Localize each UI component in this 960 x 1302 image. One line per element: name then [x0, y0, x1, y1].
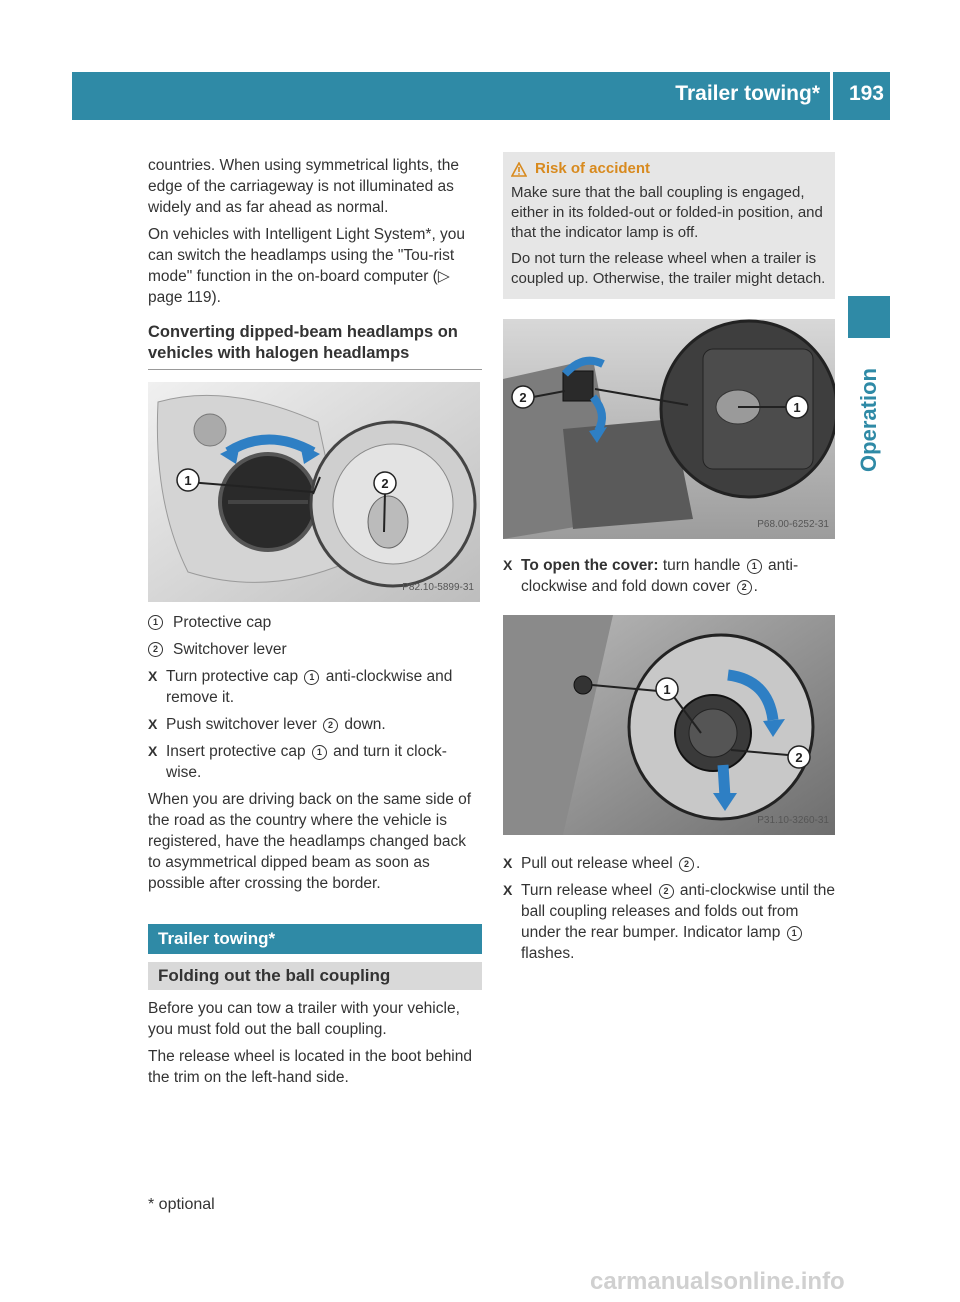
- right-column: [503, 152, 835, 970]
- instruction-step: X Turn release wheel 2 anti-clockwise until the ball coupling releases and folds out from under the rear bumper. Indicator lamp 1 flashes.: [503, 882, 835, 962]
- paragraph: On vehicles with Intelligent Light System*, you can switch the headlamps using the "Tou-rist mode" function in the on-board computer (▷ page 119).: [148, 226, 466, 306]
- watermark: carmanualsonline.info: [590, 1268, 845, 1295]
- step-arrow-icon: X: [148, 716, 158, 732]
- svg-text:2: 2: [795, 750, 803, 765]
- warning-title: Risk of accident: [535, 160, 651, 177]
- subsection-heading: Folding out the ball coupling: [148, 962, 482, 990]
- instruction-step: X Pull out release wheel 2 .: [503, 855, 701, 872]
- svg-text:2: 2: [519, 390, 527, 405]
- header-divider: [830, 72, 833, 120]
- svg-text:1: 1: [663, 682, 671, 697]
- headlamp-illustration: [148, 382, 480, 602]
- number-badge: 2: [148, 642, 163, 657]
- release-wheel-illustration: [503, 615, 835, 835]
- release-wheel-figure: [503, 615, 835, 835]
- number-badge: 2: [679, 857, 694, 872]
- warning-box: [503, 152, 835, 299]
- side-tab-marker: [848, 296, 890, 338]
- number-badge: 1: [304, 670, 319, 685]
- header-title: Trailer towing*: [675, 82, 820, 105]
- number-badge: 1: [312, 745, 327, 760]
- section-heading: Trailer towing*: [148, 924, 482, 954]
- number-badge: 2: [659, 884, 674, 899]
- legend-item: [148, 639, 482, 660]
- number-badge: 1: [148, 615, 163, 630]
- headlamp-figure: [148, 382, 480, 602]
- footnote: * optional: [148, 1196, 215, 1213]
- figure-code: P68.00-6252-31: [757, 519, 829, 530]
- legend-text: Protective cap: [173, 614, 272, 631]
- paragraph: countries. When using symmetrical lights, the edge of the carriageway is not illuminated as widely and as far ahead as normal.: [148, 157, 459, 216]
- paragraph: When you are driving back on the same side of the road as the country where the vehicle is registered, have the headlamps changed back to asymmetrical dipped beam as soon as possible after crossing the border.: [148, 791, 472, 892]
- step-arrow-icon: X: [148, 668, 158, 684]
- paragraph: The release wheel is located in the boot behind the trim on the left-hand side.: [148, 1048, 472, 1086]
- svg-text:1: 1: [184, 473, 192, 488]
- boot-cover-figure: [503, 319, 835, 539]
- number-badge: 2: [323, 718, 338, 733]
- side-tab-label: Operation: [856, 368, 881, 472]
- instruction-step: X Turn protective cap 1 anti-clockwise and remove it.: [148, 668, 453, 706]
- step-arrow-icon: X: [503, 557, 513, 573]
- page-number: 193: [848, 82, 884, 105]
- instruction-step: X To open the cover: turn handle 1 anti-clockwise and fold down cover 2 .: [503, 557, 799, 595]
- warning-header: [511, 159, 827, 179]
- subheading: Converting dipped-beam headlamps on vehicles with halogen headlamps: [148, 322, 482, 370]
- callout-2: [374, 472, 396, 494]
- instruction-step: X Insert protective cap 1 and turn it clock-wise.: [148, 743, 447, 781]
- step-label: To open the cover:: [521, 557, 659, 574]
- figure-code: P31.10-3260-31: [757, 815, 829, 826]
- number-badge: 1: [747, 559, 762, 574]
- warning-text: Make sure that the ball coupling is engaged, either in its folded-out or folded-in position, and that the indicator lamp is off.: [511, 184, 823, 241]
- callout-1: [177, 469, 199, 491]
- side-tab: [848, 350, 890, 490]
- callout-1: [786, 396, 808, 418]
- svg-text:1: 1: [793, 400, 801, 415]
- callout-2: [788, 746, 810, 768]
- legend-item: [148, 612, 482, 633]
- callout-1: [656, 678, 678, 700]
- instruction-step: X Push switchover lever 2 down.: [148, 716, 386, 733]
- number-badge: 1: [787, 926, 802, 941]
- warning-text: Do not turn the release wheel when a trailer is coupled up. Otherwise, the trailer might detach.: [511, 250, 826, 287]
- legend-text: Switchover lever: [173, 641, 287, 658]
- page-header: [72, 72, 890, 120]
- boot-cover-illustration: [503, 319, 835, 539]
- svg-text:2: 2: [381, 476, 389, 491]
- paragraph: Before you can tow a trailer with your vehicle, you must fold out the ball coupling.: [148, 1000, 460, 1038]
- number-badge: 2: [737, 580, 752, 595]
- left-column: [148, 155, 482, 1094]
- step-arrow-icon: X: [503, 882, 513, 898]
- figure-code: P82.10-5899-31: [402, 582, 474, 593]
- step-arrow-icon: X: [148, 743, 158, 759]
- warning-triangle-icon: [511, 162, 527, 177]
- step-arrow-icon: X: [503, 855, 513, 871]
- callout-2: [512, 386, 534, 408]
